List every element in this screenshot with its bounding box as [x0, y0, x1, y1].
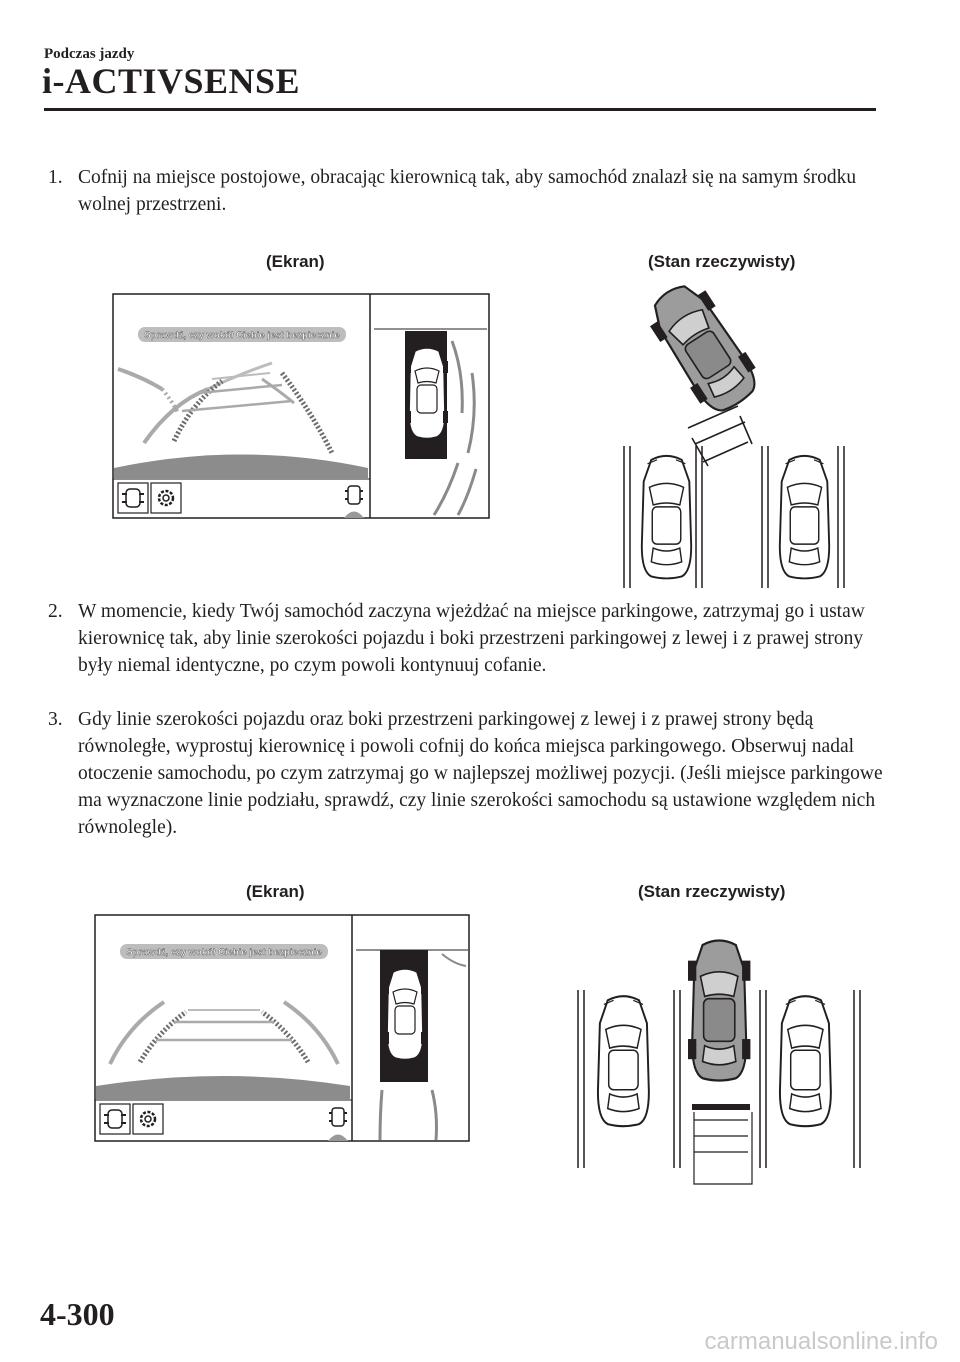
step-text: Gdy linie szerokości pojazdu oraz boki przestrzeni parkingowej z lewej i z prawej strony będą równoległe, wyprostuj kierownicę i powoli cofnij do końca miejsca parkingowego. Obserwuj nadal otoczenie samochodu, po czym zatrzymaj go w najlepszej możliwej pozycji. (Jeśli miejsce parkingowe ma wyznaczone linie podziału, sprawdź, czy linie szerokości samochodu są ustawione względem nich równolegle). [78, 709, 883, 838]
camera-view-icon[interactable] [118, 483, 148, 513]
settings-gear-icon[interactable] [133, 1104, 163, 1134]
watermark: carmanualsonline.info [704, 1328, 938, 1355]
step-number: 2. [48, 601, 63, 622]
step-text: W momencie, kiedy Twój samochód zaczyna wjeżdżać na miejsce parkingowe, zatrzymaj go i ustaw kierownicę tak, aby linie szerokości pojazdu i boki przestrzeni parkingowej z lewej i z prawej strony były niemal identyczne, po czym powoli kontynuuj cofanie. [78, 601, 865, 676]
warning-text: Sprawdź, czy wokół Ciebie jest bezpiecznie [126, 947, 322, 958]
page-title: i-ACTIVSENSE [42, 61, 301, 101]
warning-text: Sprawdź, czy wokół Ciebie jest bezpiecznie [144, 330, 340, 341]
figure2-real-caption: (Stan rzeczywisty) [638, 882, 786, 901]
step-number: 3. [48, 709, 63, 730]
figure2-camera-screen [94, 914, 470, 1142]
figure1-screen-caption: (Ekran) [266, 252, 325, 271]
figure1-real-situation [600, 276, 870, 588]
figure1-camera-screen [112, 293, 490, 519]
figure2-real-situation [570, 932, 870, 1188]
figure1-real-caption: (Stan rzeczywisty) [648, 252, 796, 271]
header-rule [44, 108, 876, 111]
section-label: Podczas jazdy [44, 46, 135, 62]
figure2-screen-caption: (Ekran) [246, 882, 305, 901]
page-number: 4-300 [40, 1296, 115, 1332]
camera-view-icon[interactable] [100, 1104, 130, 1134]
step-number: 1. [48, 167, 63, 188]
settings-gear-icon[interactable] [151, 483, 181, 513]
step-text: Cofnij na miejsce postojowe, obracając kierownicą tak, aby samochód znalazł się na samym środku wolnej przestrzeni. [78, 167, 857, 215]
